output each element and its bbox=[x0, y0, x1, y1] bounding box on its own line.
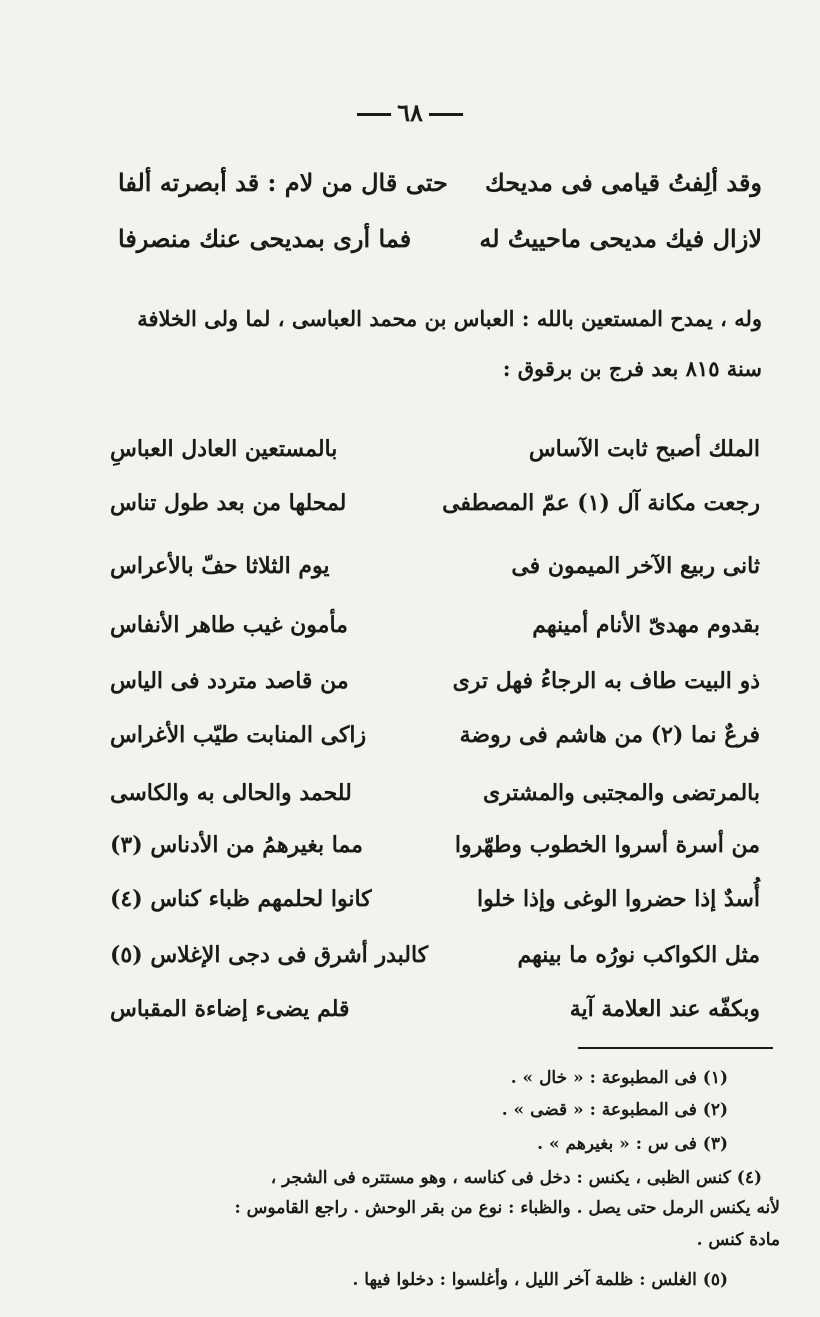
verse-7 bbox=[110, 780, 760, 820]
verse-2 bbox=[110, 490, 760, 530]
footnote-3: (٣) فى س : « بغيرهم » . bbox=[537, 1134, 728, 1154]
footnote-1: (١) فى المطبوعة : « خال » . bbox=[510, 1068, 728, 1088]
verse-6 bbox=[110, 722, 760, 762]
verse-1 bbox=[110, 436, 760, 476]
page-number-dash-right bbox=[429, 113, 463, 116]
opening-line-2-right: لازال فيك مديحى ماحييتُ له bbox=[479, 224, 762, 253]
intro-line-1: وله ، يمدح المستعين بالله : العباس بن محمد العباسى ، لما ولى الخلافة bbox=[137, 306, 762, 331]
verse-4 bbox=[110, 612, 760, 652]
footnote-4: (٤) كنس الظبى ، يكنس : دخل فى كناسه ، وهو مستتره فى الشجر ، bbox=[270, 1168, 762, 1188]
verse-2-second-hemistich: لمحلها من بعد طول تناس bbox=[110, 490, 347, 516]
verse-1-second-hemistich: بالمستعين العادل العباسِ bbox=[110, 436, 338, 462]
verse-5-second-hemistich: من قاصد متردد فى الياس bbox=[110, 668, 349, 694]
opening-line-1-left: حتى قال من لام : قد أبصرته ألفا bbox=[118, 168, 448, 197]
verse-10-first-hemistich: مثل الكواكب نورُه ما بينهم bbox=[517, 942, 760, 968]
verse-9-first-hemistich: أُسدٌ إذا حضروا الوغى وإذا خلوا bbox=[477, 886, 760, 912]
verse-5-first-hemistich: ذو البيت طاف به الرجاءُ فهل ترى bbox=[452, 668, 760, 694]
verse-7-second-hemistich: للحمد والحالى به والكاسى bbox=[110, 780, 352, 806]
footnote-5: (٥) الغلس : ظلمة آخر الليل ، وأغلسوا : دخلوا فيها . bbox=[352, 1270, 728, 1290]
opening-line-1-right: وقد ألِفتُ قيامى فى مديحك bbox=[485, 168, 762, 197]
verse-10-second-hemistich: كالبدر أشرق فى دجى الإغلاس (٥) bbox=[110, 942, 429, 968]
verse-1-first-hemistich: الملك أصبح ثابت الآساس bbox=[528, 436, 760, 462]
verse-11-first-hemistich: وبكفّه عند العلامة آية bbox=[569, 996, 760, 1022]
footnote-4-continued-1: لأنه يكنس الرمل حتى يصل . والظباء : نوع من بقر الوحش . راجع القاموس : bbox=[234, 1198, 780, 1218]
intro-line-2: سنة ٨١٥ بعد فرج بن برقوق : bbox=[502, 356, 762, 381]
opening-line-2-left: فما أرى بمديحى عنك منصرفا bbox=[118, 224, 412, 253]
verse-5 bbox=[110, 668, 760, 708]
page-number-text: ٦٨ bbox=[397, 98, 423, 127]
verse-6-first-hemistich: فرعٌ نما (٢) من هاشم فى روضة bbox=[459, 722, 760, 748]
verse-6-second-hemistich: زاكى المنابت طيّب الأغراس bbox=[110, 722, 367, 748]
page-number bbox=[0, 98, 820, 127]
footnote-separator bbox=[578, 1047, 773, 1049]
verse-8 bbox=[110, 832, 760, 872]
verse-9-second-hemistich: كانوا لحلمهم ظباء كناس (٤) bbox=[110, 886, 372, 912]
page-number-dash-left bbox=[357, 113, 391, 116]
verse-3 bbox=[110, 553, 760, 593]
verse-3-first-hemistich: ثانى ربيع الآخر الميمون فى bbox=[511, 553, 760, 579]
verse-3-second-hemistich: يوم الثلاثا حفّ بالأعراس bbox=[110, 553, 330, 579]
verse-8-first-hemistich: من أسرة أسروا الخطوب وطهّروا bbox=[454, 832, 760, 858]
verse-9 bbox=[110, 886, 760, 926]
verse-8-second-hemistich: مما بغيرهمُ من الأدناس (٣) bbox=[110, 832, 363, 858]
verse-4-first-hemistich: بقدوم مهدىّ الأنام أمينهم bbox=[532, 612, 760, 638]
verse-2-first-hemistich: رجعت مكانة آل (١) عمّ المصطفى bbox=[442, 490, 760, 516]
verse-11 bbox=[110, 996, 760, 1036]
footnote-2: (٢) فى المطبوعة : « قضى » . bbox=[501, 1100, 728, 1120]
verse-4-second-hemistich: مأمون غيب طاهر الأنفاس bbox=[110, 612, 348, 638]
verse-10 bbox=[110, 942, 760, 982]
footnote-4-continued-2: مادة كنس . bbox=[696, 1230, 780, 1250]
verse-11-second-hemistich: قلم يضىء إضاءة المقباس bbox=[110, 996, 350, 1022]
verse-7-first-hemistich: بالمرتضى والمجتبى والمشترى bbox=[483, 780, 760, 806]
